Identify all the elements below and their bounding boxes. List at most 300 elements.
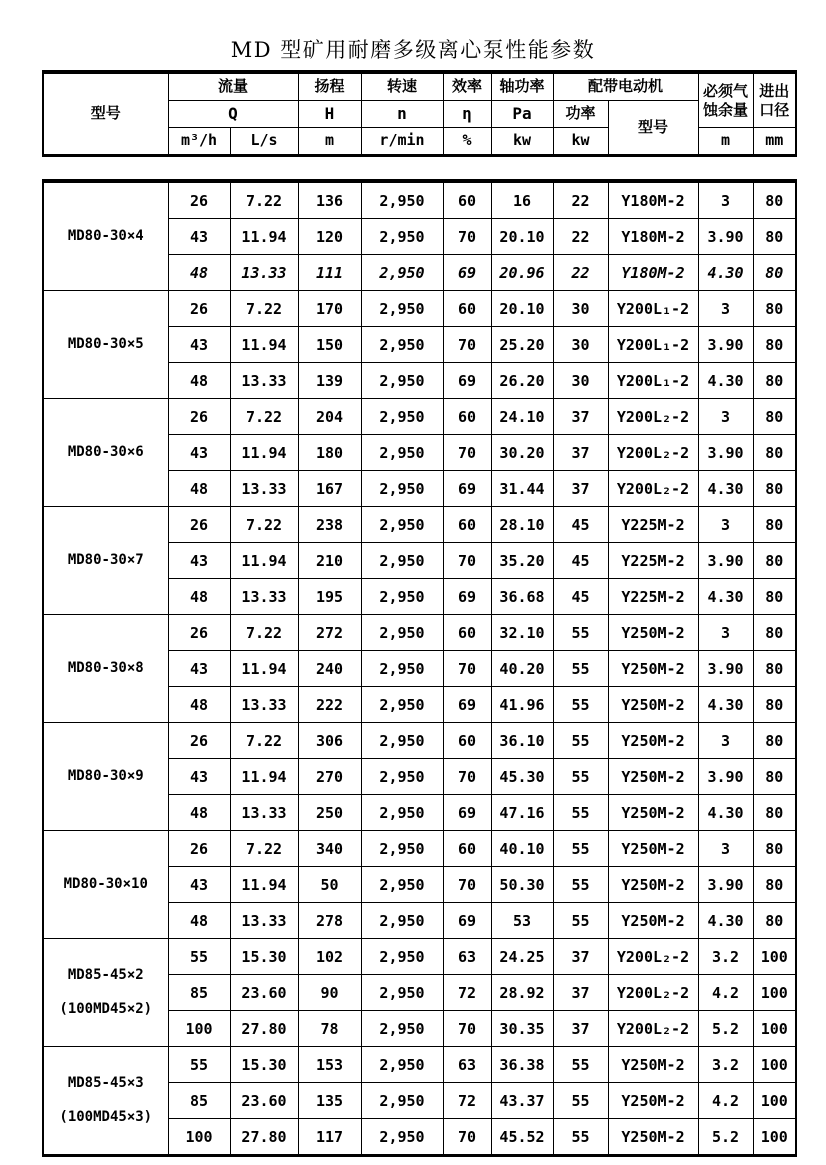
pump-model-line: MD80-30×6 [67,443,144,460]
cell-motor-model: Y200L₂-2 [608,435,698,471]
cell-flow-m3h: 48 [168,687,230,723]
cell-flow-m3h: 48 [168,903,230,939]
cell-motor-model: Y250M-2 [608,615,698,651]
cell-motor-model: Y250M-2 [608,651,698,687]
cell-shaft-power: 45.52 [491,1119,553,1156]
cell-motor-power: 45 [553,543,608,579]
cell-speed-rmin: 2,950 [361,723,443,759]
cell-head-m: 270 [298,759,361,795]
cell-diameter: 100 [753,1083,796,1119]
cell-speed-rmin: 2,950 [361,507,443,543]
cell-diameter: 80 [753,471,796,507]
cell-motor-power: 37 [553,1011,608,1047]
cell-efficiency: 60 [443,507,491,543]
cell-motor-model: Y200L₁-2 [608,291,698,327]
cell-motor-power: 45 [553,507,608,543]
page-title: MD 型矿用耐磨多级离心泵性能参数 [230,38,596,62]
table-row [43,723,796,759]
cell-npsh: 4.2 [698,975,753,1011]
cell-shaft-power: 28.92 [491,975,553,1011]
pump-model-line: MD85-45×3 [67,1074,144,1091]
cell-speed-rmin: 2,950 [361,831,443,867]
table-row [43,181,796,219]
cell-efficiency: 69 [443,579,491,615]
cell-flow-ls: 13.33 [230,363,298,399]
cell-efficiency: 60 [443,399,491,435]
cell-speed-rmin: 2,950 [361,291,443,327]
cell-npsh: 4.30 [698,795,753,831]
col-header-pump-model: 型号 [43,72,168,156]
cell-diameter: 80 [753,363,796,399]
cell-motor-model: Y200L₂-2 [608,1011,698,1047]
cell-flow-ls: 7.22 [230,507,298,543]
cell-efficiency: 63 [443,1047,491,1083]
cell-speed-rmin: 2,950 [361,975,443,1011]
cell-npsh: 3.2 [698,1047,753,1083]
cell-flow-ls: 11.94 [230,651,298,687]
cell-diameter: 80 [753,181,796,219]
cell-efficiency: 70 [443,543,491,579]
cell-speed-rmin: 2,950 [361,399,443,435]
cell-efficiency: 70 [443,219,491,255]
cell-shaft-power: 26.20 [491,363,553,399]
cell-flow-ls: 13.33 [230,579,298,615]
npsh-label-line1: 必须气 [702,81,748,100]
cell-head-m: 170 [298,291,361,327]
cell-shaft-power: 16 [491,181,553,219]
cell-speed-rmin: 2,950 [361,579,443,615]
col-header-npsh [698,72,753,128]
pump-model [43,399,168,507]
pump-model-line: MD85-45×2 [67,966,144,983]
cell-shaft-power: 35.20 [491,543,553,579]
cell-motor-model: Y250M-2 [608,867,698,903]
col-header-flow: 流量 [168,72,298,101]
cell-shaft-power: 32.10 [491,615,553,651]
cell-flow-m3h: 48 [168,255,230,291]
cell-motor-power: 30 [553,291,608,327]
cell-diameter: 100 [753,975,796,1011]
table-row [43,507,796,543]
table-row [43,615,796,651]
cell-head-m: 272 [298,615,361,651]
cell-head-m: 153 [298,1047,361,1083]
cell-diameter: 80 [753,399,796,435]
cell-head-m: 90 [298,975,361,1011]
cell-motor-power: 55 [553,1119,608,1156]
cell-npsh: 3 [698,507,753,543]
cell-speed-rmin: 2,950 [361,1047,443,1083]
cell-head-m: 139 [298,363,361,399]
cell-motor-power: 55 [553,687,608,723]
header-row-1 [43,72,796,101]
cell-flow-ls: 13.33 [230,255,298,291]
cell-npsh: 3.90 [698,543,753,579]
cell-speed-rmin: 2,950 [361,651,443,687]
cell-flow-m3h: 85 [168,975,230,1011]
cell-flow-m3h: 43 [168,327,230,363]
cell-motor-model: Y200L₂-2 [608,399,698,435]
cell-diameter: 80 [753,795,796,831]
cell-speed-rmin: 2,950 [361,471,443,507]
cell-motor-model: Y250M-2 [608,1083,698,1119]
cell-motor-model: Y200L₂-2 [608,471,698,507]
cell-flow-ls: 7.22 [230,181,298,219]
cell-shaft-power: 36.68 [491,579,553,615]
cell-npsh: 3.90 [698,327,753,363]
cell-diameter: 100 [753,1119,796,1156]
cell-npsh: 3.90 [698,435,753,471]
speed-unit: r/min [361,128,443,156]
cell-npsh: 3.90 [698,867,753,903]
cell-shaft-power: 24.10 [491,399,553,435]
flow-symbol: Q [168,101,298,128]
cell-npsh: 4.30 [698,363,753,399]
cell-flow-m3h: 100 [168,1011,230,1047]
cell-diameter: 80 [753,723,796,759]
cell-npsh: 4.30 [698,471,753,507]
col-header-motor: 配带电动机 [553,72,698,101]
cell-speed-rmin: 2,950 [361,1011,443,1047]
cell-head-m: 210 [298,543,361,579]
cell-flow-ls: 11.94 [230,759,298,795]
col-header-shaft-power: 轴功率 [491,72,553,101]
cell-head-m: 150 [298,327,361,363]
cell-efficiency: 72 [443,975,491,1011]
cell-shaft-power: 24.25 [491,939,553,975]
cell-diameter: 80 [753,543,796,579]
cell-efficiency: 70 [443,1011,491,1047]
cell-motor-model: Y250M-2 [608,1047,698,1083]
cell-flow-m3h: 48 [168,363,230,399]
cell-shaft-power: 47.16 [491,795,553,831]
cell-speed-rmin: 2,950 [361,903,443,939]
cell-motor-power: 55 [553,831,608,867]
diameter-unit: mm [753,128,796,156]
flow-unit-m3h: m³/h [168,128,230,156]
pump-model [43,181,168,291]
cell-head-m: 167 [298,471,361,507]
cell-efficiency: 70 [443,759,491,795]
cell-speed-rmin: 2,950 [361,867,443,903]
diameter-label-line1: 进出 [759,81,790,100]
cell-head-m: 340 [298,831,361,867]
cell-flow-ls: 27.80 [230,1119,298,1156]
cell-motor-model: Y250M-2 [608,723,698,759]
cell-efficiency: 69 [443,363,491,399]
cell-flow-m3h: 43 [168,867,230,903]
cell-diameter: 80 [753,255,796,291]
cell-npsh: 3 [698,399,753,435]
cell-speed-rmin: 2,950 [361,687,443,723]
cell-motor-model: Y180M-2 [608,181,698,219]
cell-motor-model: Y225M-2 [608,543,698,579]
flow-unit-ls: L/s [230,128,298,156]
cell-head-m: 195 [298,579,361,615]
cell-efficiency: 70 [443,435,491,471]
pump-model [43,723,168,831]
cell-diameter: 80 [753,615,796,651]
cell-flow-ls: 15.30 [230,939,298,975]
cell-efficiency: 60 [443,291,491,327]
cell-efficiency: 60 [443,615,491,651]
cell-shaft-power: 50.30 [491,867,553,903]
cell-flow-ls: 13.33 [230,903,298,939]
cell-flow-ls: 13.33 [230,471,298,507]
shaft-power-symbol: Pa [491,101,553,128]
cell-shaft-power: 20.10 [491,219,553,255]
cell-flow-m3h: 26 [168,831,230,867]
diameter-label-line2: 口径 [759,100,790,119]
cell-flow-ls: 23.60 [230,975,298,1011]
pump-table-body [43,181,796,1156]
cell-npsh: 4.2 [698,1083,753,1119]
cell-efficiency: 69 [443,795,491,831]
cell-diameter: 80 [753,903,796,939]
pump-model-line: MD80-30×8 [67,659,144,676]
cell-speed-rmin: 2,950 [361,795,443,831]
cell-flow-ls: 11.94 [230,435,298,471]
efficiency-symbol: η [443,101,491,128]
cell-speed-rmin: 2,950 [361,327,443,363]
cell-head-m: 306 [298,723,361,759]
cell-efficiency: 69 [443,255,491,291]
cell-efficiency: 70 [443,867,491,903]
cell-flow-ls: 13.33 [230,795,298,831]
cell-npsh: 4.30 [698,579,753,615]
cell-diameter: 80 [753,219,796,255]
cell-head-m: 204 [298,399,361,435]
cell-flow-m3h: 43 [168,543,230,579]
head-symbol: H [298,101,361,128]
cell-speed-rmin: 2,950 [361,543,443,579]
head-unit: m [298,128,361,156]
cell-motor-model: Y200L₁-2 [608,327,698,363]
cell-speed-rmin: 2,950 [361,939,443,975]
cell-motor-power: 55 [553,615,608,651]
cell-motor-model: Y250M-2 [608,1119,698,1156]
cell-diameter: 80 [753,435,796,471]
cell-flow-m3h: 26 [168,723,230,759]
cell-npsh: 5.2 [698,1119,753,1156]
cell-flow-m3h: 55 [168,939,230,975]
table-row [43,291,796,327]
cell-flow-m3h: 43 [168,435,230,471]
cell-npsh: 3.2 [698,939,753,975]
cell-shaft-power: 36.38 [491,1047,553,1083]
cell-flow-ls: 23.60 [230,1083,298,1119]
cell-motor-model: Y250M-2 [608,903,698,939]
cell-flow-m3h: 85 [168,1083,230,1119]
cell-flow-m3h: 43 [168,759,230,795]
cell-flow-m3h: 26 [168,181,230,219]
table-row [43,939,796,975]
pump-model-line: MD80-30×10 [63,875,148,892]
speed-symbol: n [361,101,443,128]
header-table [42,70,797,157]
cell-shaft-power: 53 [491,903,553,939]
npsh-label-line2: 蚀余量 [702,100,748,119]
cell-efficiency: 60 [443,181,491,219]
cell-head-m: 120 [298,219,361,255]
cell-diameter: 80 [753,831,796,867]
pump-model-line: MD80-30×5 [67,335,144,352]
cell-motor-power: 45 [553,579,608,615]
cell-head-m: 180 [298,435,361,471]
cell-diameter: 80 [753,327,796,363]
cell-efficiency: 70 [443,1119,491,1156]
cell-head-m: 136 [298,181,361,219]
cell-speed-rmin: 2,950 [361,435,443,471]
cell-motor-model: Y250M-2 [608,759,698,795]
cell-npsh: 4.30 [698,687,753,723]
cell-diameter: 80 [753,759,796,795]
pump-model-line: MD80-30×9 [67,767,144,784]
cell-shaft-power: 30.20 [491,435,553,471]
pump-model [43,615,168,723]
cell-diameter: 80 [753,651,796,687]
cell-head-m: 78 [298,1011,361,1047]
cell-speed-rmin: 2,950 [361,615,443,651]
cell-motor-power: 55 [553,723,608,759]
cell-speed-rmin: 2,950 [361,1119,443,1156]
cell-motor-model: Y180M-2 [608,255,698,291]
cell-motor-model: Y250M-2 [608,795,698,831]
cell-shaft-power: 20.10 [491,291,553,327]
cell-motor-model: Y225M-2 [608,579,698,615]
pump-model [43,1047,168,1156]
pump-model-line: MD80-30×4 [67,227,144,244]
cell-motor-power: 55 [553,867,608,903]
cell-npsh: 3 [698,181,753,219]
table-row [43,1047,796,1083]
cell-shaft-power: 40.20 [491,651,553,687]
cell-head-m: 111 [298,255,361,291]
cell-head-m: 278 [298,903,361,939]
cell-npsh: 3.90 [698,219,753,255]
cell-shaft-power: 36.10 [491,723,553,759]
cell-efficiency: 70 [443,327,491,363]
cell-speed-rmin: 2,950 [361,1083,443,1119]
cell-shaft-power: 45.30 [491,759,553,795]
pump-data-table [42,179,797,1157]
cell-efficiency: 70 [443,651,491,687]
cell-efficiency: 69 [443,687,491,723]
cell-flow-m3h: 43 [168,219,230,255]
pump-model [43,939,168,1047]
cell-shaft-power: 28.10 [491,507,553,543]
cell-diameter: 80 [753,579,796,615]
pump-model [43,507,168,615]
cell-shaft-power: 30.35 [491,1011,553,1047]
cell-flow-ls: 7.22 [230,291,298,327]
pump-model [43,291,168,399]
cell-npsh: 3 [698,723,753,759]
cell-motor-model: Y180M-2 [608,219,698,255]
cell-shaft-power: 40.10 [491,831,553,867]
cell-npsh: 3 [698,615,753,651]
cell-motor-power: 55 [553,651,608,687]
cell-head-m: 102 [298,939,361,975]
cell-npsh: 4.30 [698,903,753,939]
cell-motor-model: Y250M-2 [608,831,698,867]
cell-diameter: 100 [753,1047,796,1083]
cell-head-m: 222 [298,687,361,723]
cell-motor-model: Y250M-2 [608,687,698,723]
cell-efficiency: 69 [443,471,491,507]
cell-efficiency: 63 [443,939,491,975]
cell-flow-ls: 7.22 [230,615,298,651]
cell-shaft-power: 20.96 [491,255,553,291]
cell-head-m: 250 [298,795,361,831]
cell-speed-rmin: 2,950 [361,255,443,291]
cell-motor-model: Y200L₂-2 [608,939,698,975]
cell-head-m: 117 [298,1119,361,1156]
cell-motor-power: 22 [553,219,608,255]
cell-motor-power: 55 [553,795,608,831]
cell-shaft-power: 31.44 [491,471,553,507]
cell-shaft-power: 25.20 [491,327,553,363]
cell-flow-ls: 11.94 [230,543,298,579]
cell-flow-ls: 11.94 [230,219,298,255]
pump-model-line: (100MD45×2) [59,1000,153,1017]
cell-npsh: 3 [698,831,753,867]
pump-model [43,831,168,939]
table-row [43,831,796,867]
cell-head-m: 135 [298,1083,361,1119]
cell-flow-ls: 7.22 [230,399,298,435]
cell-flow-ls: 7.22 [230,723,298,759]
cell-head-m: 240 [298,651,361,687]
cell-shaft-power: 41.96 [491,687,553,723]
cell-motor-power: 55 [553,759,608,795]
cell-diameter: 80 [753,507,796,543]
cell-shaft-power: 43.37 [491,1083,553,1119]
cell-motor-power: 37 [553,435,608,471]
cell-head-m: 238 [298,507,361,543]
cell-motor-power: 22 [553,255,608,291]
pump-model-line: MD80-30×7 [67,551,144,568]
col-header-head: 扬程 [298,72,361,101]
cell-flow-m3h: 48 [168,579,230,615]
cell-flow-ls: 13.33 [230,687,298,723]
cell-flow-m3h: 48 [168,471,230,507]
cell-motor-power: 37 [553,399,608,435]
cell-npsh: 5.2 [698,1011,753,1047]
col-header-diameter [753,72,796,128]
cell-motor-power: 30 [553,327,608,363]
cell-motor-power: 37 [553,471,608,507]
cell-motor-power: 55 [553,903,608,939]
cell-flow-m3h: 26 [168,615,230,651]
cell-diameter: 80 [753,291,796,327]
cell-diameter: 80 [753,867,796,903]
cell-flow-ls: 7.22 [230,831,298,867]
cell-motor-power: 37 [553,975,608,1011]
cell-flow-m3h: 26 [168,291,230,327]
cell-efficiency: 69 [443,903,491,939]
cell-npsh: 3 [698,291,753,327]
npsh-unit: m [698,128,753,156]
table-row [43,399,796,435]
cell-flow-m3h: 26 [168,507,230,543]
cell-diameter: 100 [753,1011,796,1047]
col-header-efficiency: 效率 [443,72,491,101]
cell-efficiency: 60 [443,723,491,759]
cell-speed-rmin: 2,950 [361,759,443,795]
cell-speed-rmin: 2,950 [361,181,443,219]
cell-flow-ls: 11.94 [230,867,298,903]
